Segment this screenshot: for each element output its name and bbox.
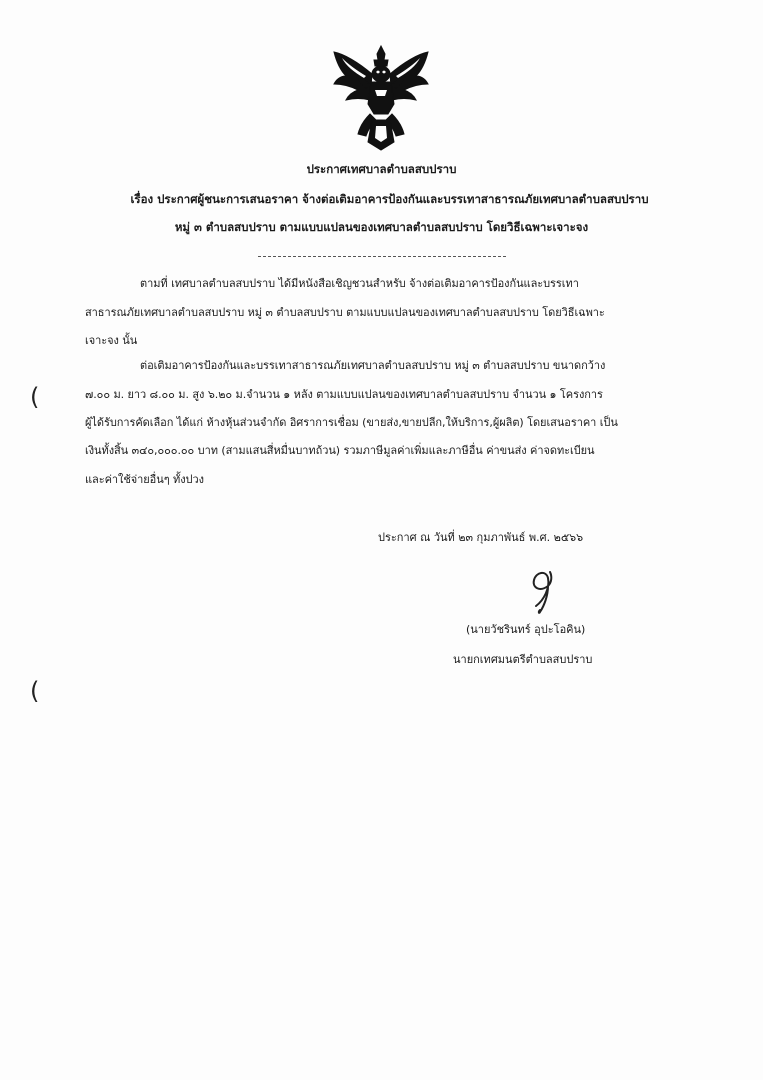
- binder-hole-icon: (: [30, 677, 40, 705]
- announcement-date: ประกาศ ณ วันที่ ๒๓ กุมภาพันธ์ พ.ศ. ๒๕๖๖: [378, 531, 584, 544]
- paragraph-1-line-2: สาธารณภัยเทศบาลตำบลสบปราบ หมู่ ๓ ตำบลสบปราบ ตามแบบแปลนของเทศบาลตำบลสบปราบ โดยวิธีเฉพาะ: [85, 306, 605, 319]
- paragraph-2-line-3: ผู้ได้รับการคัดเลือก ได้แก่ ห้างหุ้นส่วนจำกัด อิศราการเชื่อม (ขายส่ง,ขายปลีก,ให้บริการ,ผู้ผลิต) โดยเสนอราคา เป็น: [85, 416, 618, 429]
- paragraph-2-line-4: เงินทั้งสิ้น ๓๔๐,๐๐๐.๐๐ บาท (สามแสนสี่หมื่นบาทถ้วน) รวมภาษีมูลค่าเพิ่มและภาษีอื่น ค่าขนส่ง ค่าจดทะเบียน: [85, 444, 595, 457]
- announcement-title: ประกาศเทศบาลตำบลสบปราบ: [306, 162, 457, 176]
- binder-hole-icon: (: [30, 383, 40, 411]
- signatory-name: (นายวัชรินทร์ อุปะโอคิน): [466, 623, 586, 636]
- paragraph-2-line-2: ๗.๐๐ ม. ยาว ๘.๐๐ ม. สูง ๖.๒๐ ม.จำนวน ๑ หลัง ตามแบบแปลนของเทศบาลตำบลสบปราบ จำนวน ๑ โครงการ: [85, 388, 603, 401]
- subject-line-2: หมู่ ๓ ตำบลสบปราบ ตามแบบแปลนของเทศบาลตำบลสบปราบ โดยวิธีเฉพาะเจาะจง: [174, 220, 589, 234]
- signatory-position: นายกเทศมนตรีตำบลสบปราบ: [453, 653, 593, 666]
- paragraph-2-line-5: และค่าใช้จ่ายอื่นๆ ทั้งปวง: [85, 473, 204, 486]
- garuda-emblem-icon: [330, 44, 432, 152]
- paragraph-1-line-3: เจาะจง นั้น: [85, 334, 138, 347]
- paragraph-1-line-1: ตามที่ เทศบาลตำบลสบปราบ ได้มีหนังสือเชิญชวนสำหรับ จ้างต่อเติมอาคารป้องกันและบรรเทา: [140, 277, 579, 290]
- header-divider: [258, 256, 506, 257]
- subject-line-1: เรื่อง ประกาศผู้ชนะการเสนอราคา จ้างต่อเติมอาคารป้องกันและบรรเทาสาธารณภัยเทศบาลตำบลสบปราบ: [130, 192, 649, 206]
- signature-icon: [514, 566, 564, 616]
- paragraph-2-line-1: ต่อเติมอาคารป้องกันและบรรเทาสาธารณภัยเทศบาลตำบลสบปราบ หมู่ ๓ ตำบลสบปราบ ขนาดกว้าง: [140, 359, 606, 372]
